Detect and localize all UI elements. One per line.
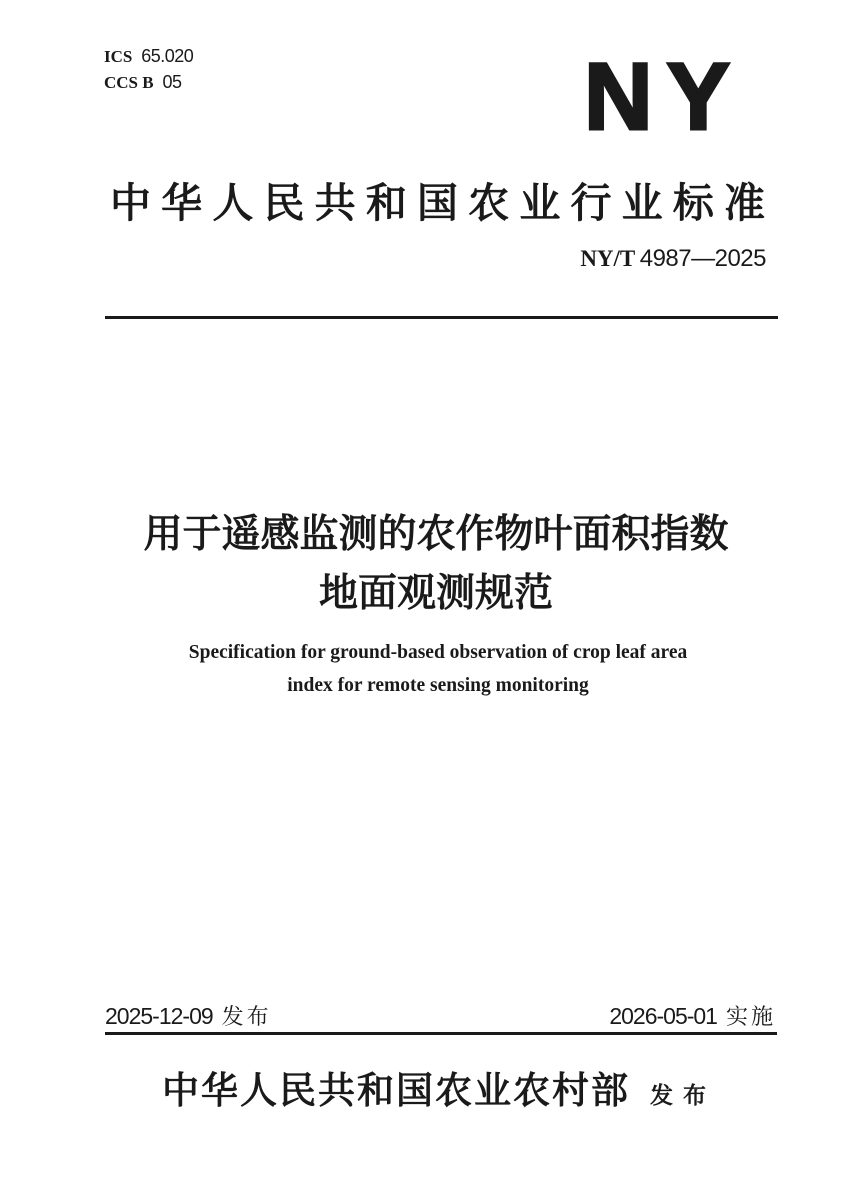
issuer-action-label: 发布 <box>650 1082 716 1108</box>
ccs-label: CCS B <box>104 73 154 92</box>
date-row <box>105 1000 776 1031</box>
document-title-zh <box>0 505 850 623</box>
implementation-date-label: 实施 <box>725 1004 776 1029</box>
standard-number-prefix: NY/T <box>580 246 636 271</box>
ccs-line <box>104 70 193 96</box>
header-divider-line <box>105 316 778 319</box>
document-title-zh-line1: 用于遥感监测的农作物叶面积指数 <box>143 513 729 556</box>
document-title-en-line1: Specification for ground-based observation of crop leaf area <box>188 642 688 663</box>
footer-divider-line <box>105 1032 777 1035</box>
ics-value: 65.020 <box>141 46 194 66</box>
implementation-date: 2026-05-01 <box>609 1003 717 1029</box>
ny-logo: NY <box>584 44 744 150</box>
ics-label: ICS <box>104 47 133 66</box>
issue-date-group <box>105 1000 272 1031</box>
standard-category-title: 中华人民共和国农业行业标准 <box>110 180 765 226</box>
issue-date-label: 发布 <box>221 1004 272 1029</box>
standard-number-value: 4987—2025 <box>639 245 766 272</box>
issuer-line <box>0 1060 850 1114</box>
ccs-value: 05 <box>162 72 182 92</box>
issue-date: 2025-12-09 <box>105 1003 213 1029</box>
ics-line <box>104 44 193 70</box>
standard-number <box>580 245 766 273</box>
document-title-en-line2: index for remote sensing monitoring <box>287 675 589 696</box>
issuer-name: 中华人民共和国农业农村部 <box>162 1071 630 1112</box>
implementation-date-group <box>609 1000 776 1031</box>
classification-block <box>104 44 193 96</box>
document-title-zh-line2: 地面观测规范 <box>318 572 553 615</box>
document-title-en <box>0 636 850 702</box>
